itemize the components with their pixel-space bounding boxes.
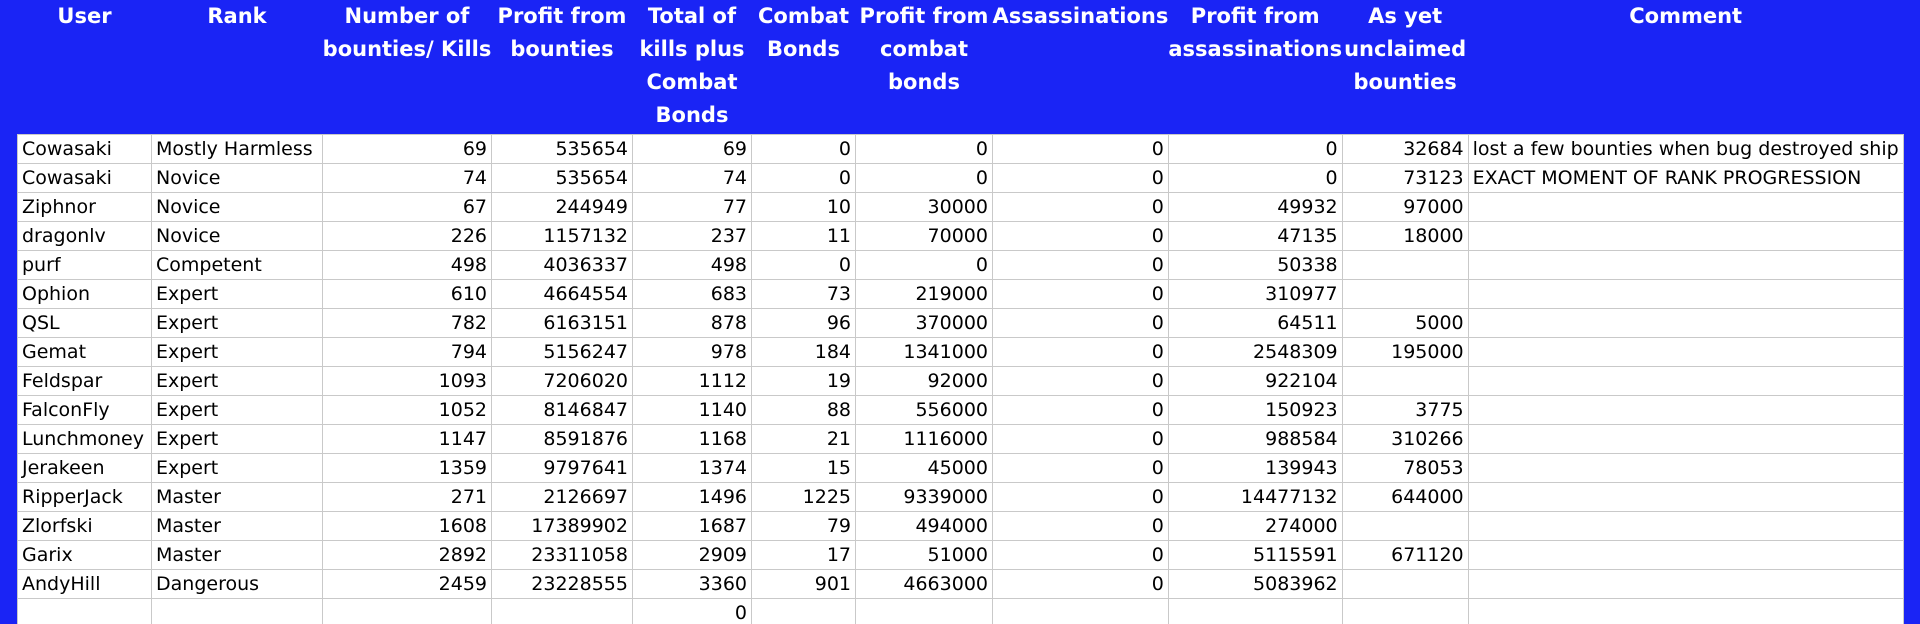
cell-user[interactable]: QSL (18, 309, 152, 338)
table-row (18, 541, 1904, 570)
cell-comment[interactable] (1468, 599, 1903, 624)
cell-assassinations[interactable]: 0 (993, 483, 1169, 512)
table-row (18, 512, 1904, 541)
cell-assassinations[interactable]: 0 (993, 135, 1169, 164)
cell-assassination-profit[interactable]: 49932 (1168, 193, 1342, 222)
cell-combat-bonds[interactable]: 17 (752, 541, 856, 570)
cell-assassinations[interactable]: 0 (993, 425, 1169, 454)
cell-rank[interactable]: Competent (152, 251, 323, 280)
cell-user[interactable]: FalconFly (18, 396, 152, 425)
cell-assassinations[interactable]: 0 (993, 251, 1169, 280)
cell-bounty-profit[interactable]: 8146847 (492, 396, 633, 425)
cell-rank[interactable] (152, 599, 323, 624)
table-row (18, 425, 1904, 454)
cell-comment[interactable] (1468, 483, 1903, 512)
table-row (18, 396, 1904, 425)
cell-user[interactable]: RipperJack (18, 483, 152, 512)
cell-kills[interactable]: 74 (323, 164, 492, 193)
cell-bond-profit[interactable]: 0 (856, 164, 993, 193)
cell-unclaimed[interactable]: 310266 (1342, 425, 1468, 454)
cell-unclaimed[interactable] (1342, 599, 1468, 624)
cell-total-kills[interactable]: 1168 (633, 425, 752, 454)
header-rank[interactable]: Rank (152, 0, 323, 135)
cell-comment[interactable] (1468, 338, 1903, 367)
cell-assassinations[interactable]: 0 (993, 280, 1169, 309)
cell-total-kills[interactable]: 1687 (633, 512, 752, 541)
cell-combat-bonds[interactable]: 15 (752, 454, 856, 483)
cell-total-kills[interactable]: 1140 (633, 396, 752, 425)
cell-comment[interactable]: EXACT MOMENT OF RANK PROGRESSION (1468, 164, 1903, 193)
cell-rank[interactable]: Novice (152, 164, 323, 193)
cell-kills[interactable]: 610 (323, 280, 492, 309)
cell-combat-bonds[interactable]: 73 (752, 280, 856, 309)
cell-total-kills[interactable]: 74 (633, 164, 752, 193)
table-row (18, 135, 1904, 164)
cell-bond-profit[interactable]: 92000 (856, 367, 993, 396)
cell-unclaimed[interactable] (1342, 251, 1468, 280)
table-row (18, 599, 1904, 624)
cell-user[interactable]: Feldspar (18, 367, 152, 396)
header-row (18, 0, 1904, 135)
cell-total-kills[interactable]: 3360 (633, 570, 752, 599)
cell-unclaimed[interactable] (1342, 367, 1468, 396)
table-row (18, 164, 1904, 193)
cell-combat-bonds[interactable]: 96 (752, 309, 856, 338)
cell-assassination-profit[interactable]: 139943 (1168, 454, 1342, 483)
cell-combat-bonds[interactable]: 901 (752, 570, 856, 599)
cell-total-kills[interactable]: 978 (633, 338, 752, 367)
cell-bounty-profit[interactable]: 8591876 (492, 425, 633, 454)
cell-bounty-profit[interactable]: 4664554 (492, 280, 633, 309)
cell-bounty-profit[interactable]: 23311058 (492, 541, 633, 570)
cell-user[interactable]: Zlorfski (18, 512, 152, 541)
cell-assassinations[interactable]: 0 (993, 367, 1169, 396)
cell-unclaimed[interactable]: 73123 (1342, 164, 1468, 193)
cell-rank[interactable]: Expert (152, 396, 323, 425)
cell-assassinations[interactable]: 0 (993, 309, 1169, 338)
cell-combat-bonds[interactable]: 184 (752, 338, 856, 367)
cell-assassination-profit[interactable]: 274000 (1168, 512, 1342, 541)
cell-assassination-profit[interactable]: 5083962 (1168, 570, 1342, 599)
cell-assassinations[interactable] (993, 599, 1169, 624)
bounty-table (17, 0, 1904, 624)
cell-bounty-profit[interactable]: 4036337 (492, 251, 633, 280)
cell-user[interactable]: Cowasaki (18, 135, 152, 164)
cell-total-kills[interactable]: 69 (633, 135, 752, 164)
cell-bond-profit[interactable]: 556000 (856, 396, 993, 425)
cell-assassination-profit[interactable]: 64511 (1168, 309, 1342, 338)
cell-assassination-profit[interactable]: 2548309 (1168, 338, 1342, 367)
cell-assassination-profit[interactable]: 5115591 (1168, 541, 1342, 570)
cell-rank[interactable]: Expert (152, 280, 323, 309)
cell-user[interactable]: dragonlv (18, 222, 152, 251)
table-row (18, 454, 1904, 483)
header-unclaimed-bounties[interactable]: As yet unclaimed bounties (1342, 0, 1468, 135)
cell-assassination-profit[interactable]: 150923 (1168, 396, 1342, 425)
cell-unclaimed[interactable] (1342, 280, 1468, 309)
cell-assassination-profit[interactable]: 14477132 (1168, 483, 1342, 512)
cell-rank[interactable]: Expert (152, 454, 323, 483)
table-row (18, 338, 1904, 367)
cell-user[interactable]: Gemat (18, 338, 152, 367)
cell-kills[interactable]: 1093 (323, 367, 492, 396)
cell-combat-bonds[interactable]: 0 (752, 135, 856, 164)
cell-unclaimed[interactable]: 18000 (1342, 222, 1468, 251)
cell-comment[interactable]: lost a few bounties when bug destroyed ship (1468, 135, 1903, 164)
header-comment[interactable]: Comment (1468, 0, 1903, 135)
cell-unclaimed[interactable]: 644000 (1342, 483, 1468, 512)
cell-comment[interactable] (1468, 541, 1903, 570)
cell-user[interactable]: Cowasaki (18, 164, 152, 193)
table-row (18, 309, 1904, 338)
cell-assassination-profit[interactable]: 922104 (1168, 367, 1342, 396)
cell-user[interactable]: AndyHill (18, 570, 152, 599)
header-profit-from-combat-bonds[interactable]: Profit from combat bonds (856, 0, 993, 135)
cell-unclaimed[interactable]: 32684 (1342, 135, 1468, 164)
cell-kills[interactable]: 67 (323, 193, 492, 222)
cell-total-kills[interactable]: 2909 (633, 541, 752, 570)
cell-combat-bonds[interactable]: 19 (752, 367, 856, 396)
cell-unclaimed[interactable]: 3775 (1342, 396, 1468, 425)
cell-comment[interactable] (1468, 367, 1903, 396)
cell-assassinations[interactable]: 0 (993, 164, 1169, 193)
table-body (18, 135, 1904, 624)
cell-kills[interactable]: 782 (323, 309, 492, 338)
cell-combat-bonds[interactable]: 88 (752, 396, 856, 425)
cell-comment[interactable] (1468, 512, 1903, 541)
cell-comment[interactable] (1468, 280, 1903, 309)
cell-comment[interactable] (1468, 251, 1903, 280)
cell-bond-profit[interactable]: 370000 (856, 309, 993, 338)
cell-comment[interactable] (1468, 222, 1903, 251)
cell-combat-bonds[interactable]: 0 (752, 164, 856, 193)
cell-bounty-profit[interactable]: 17389902 (492, 512, 633, 541)
cell-user[interactable] (18, 599, 152, 624)
cell-assassination-profit[interactable]: 0 (1168, 135, 1342, 164)
cell-comment[interactable] (1468, 396, 1903, 425)
cell-kills[interactable]: 69 (323, 135, 492, 164)
cell-combat-bonds[interactable]: 1225 (752, 483, 856, 512)
cell-total-kills[interactable]: 237 (633, 222, 752, 251)
cell-bond-profit[interactable]: 494000 (856, 512, 993, 541)
cell-combat-bonds[interactable]: 10 (752, 193, 856, 222)
cell-kills[interactable]: 794 (323, 338, 492, 367)
cell-assassinations[interactable]: 0 (993, 512, 1169, 541)
cell-total-kills[interactable]: 0 (633, 599, 752, 624)
cell-rank[interactable]: Master (152, 541, 323, 570)
cell-bounty-profit[interactable]: 6163151 (492, 309, 633, 338)
cell-unclaimed[interactable]: 78053 (1342, 454, 1468, 483)
cell-user[interactable]: Ophion (18, 280, 152, 309)
cell-assassination-profit[interactable]: 50338 (1168, 251, 1342, 280)
cell-bounty-profit[interactable]: 244949 (492, 193, 633, 222)
cell-assassinations[interactable]: 0 (993, 338, 1169, 367)
cell-comment[interactable] (1468, 193, 1903, 222)
cell-kills[interactable]: 226 (323, 222, 492, 251)
table-row (18, 367, 1904, 396)
cell-assassinations[interactable]: 0 (993, 541, 1169, 570)
cell-bond-profit[interactable]: 4663000 (856, 570, 993, 599)
cell-bounty-profit[interactable]: 1157132 (492, 222, 633, 251)
cell-assassinations[interactable]: 0 (993, 396, 1169, 425)
cell-bond-profit[interactable]: 0 (856, 135, 993, 164)
cell-unclaimed[interactable] (1342, 570, 1468, 599)
cell-bounty-profit[interactable]: 5156247 (492, 338, 633, 367)
cell-user[interactable]: Lunchmoney (18, 425, 152, 454)
cell-bond-profit[interactable]: 219000 (856, 280, 993, 309)
cell-assassination-profit[interactable]: 0 (1168, 164, 1342, 193)
cell-total-kills[interactable]: 878 (633, 309, 752, 338)
cell-comment[interactable] (1468, 570, 1903, 599)
cell-unclaimed[interactable]: 97000 (1342, 193, 1468, 222)
cell-bond-profit[interactable]: 1116000 (856, 425, 993, 454)
cell-assassination-profit[interactable]: 310977 (1168, 280, 1342, 309)
header-combat-bonds[interactable]: Combat Bonds (752, 0, 856, 135)
header-assassinations[interactable]: Assassinations (993, 0, 1169, 135)
cell-combat-bonds[interactable]: 0 (752, 251, 856, 280)
cell-assassinations[interactable]: 0 (993, 570, 1169, 599)
cell-assassination-profit[interactable]: 988584 (1168, 425, 1342, 454)
cell-bond-profit[interactable]: 70000 (856, 222, 993, 251)
cell-combat-bonds[interactable]: 11 (752, 222, 856, 251)
cell-user[interactable]: purf (18, 251, 152, 280)
cell-rank[interactable]: Novice (152, 222, 323, 251)
cell-bounty-profit[interactable]: 23228555 (492, 570, 633, 599)
cell-rank[interactable]: Dangerous (152, 570, 323, 599)
cell-bond-profit[interactable] (856, 599, 993, 624)
table-row (18, 280, 1904, 309)
cell-total-kills[interactable]: 1496 (633, 483, 752, 512)
cell-rank[interactable]: Novice (152, 193, 323, 222)
cell-assassination-profit[interactable]: 47135 (1168, 222, 1342, 251)
cell-kills[interactable]: 498 (323, 251, 492, 280)
cell-total-kills[interactable]: 1374 (633, 454, 752, 483)
cell-kills[interactable]: 2459 (323, 570, 492, 599)
cell-kills[interactable]: 1052 (323, 396, 492, 425)
cell-unclaimed[interactable]: 5000 (1342, 309, 1468, 338)
cell-assassinations[interactable]: 0 (993, 193, 1169, 222)
cell-comment[interactable] (1468, 454, 1903, 483)
table-row (18, 570, 1904, 599)
header-profit-from-assassinations[interactable]: Profit from assassinations (1168, 0, 1342, 135)
cell-comment[interactable] (1468, 309, 1903, 338)
cell-bounty-profit[interactable]: 7206020 (492, 367, 633, 396)
cell-kills[interactable]: 1147 (323, 425, 492, 454)
cell-bounty-profit[interactable]: 2126697 (492, 483, 633, 512)
cell-kills[interactable]: 271 (323, 483, 492, 512)
cell-user[interactable]: Garix (18, 541, 152, 570)
cell-bounty-profit[interactable]: 535654 (492, 164, 633, 193)
cell-kills[interactable]: 1359 (323, 454, 492, 483)
cell-bond-profit[interactable]: 9339000 (856, 483, 993, 512)
cell-bounty-profit[interactable] (492, 599, 633, 624)
cell-unclaimed[interactable] (1342, 512, 1468, 541)
cell-total-kills[interactable]: 498 (633, 251, 752, 280)
cell-assassinations[interactable]: 0 (993, 222, 1169, 251)
cell-assassination-profit[interactable] (1168, 599, 1342, 624)
cell-bond-profit[interactable]: 1341000 (856, 338, 993, 367)
cell-rank[interactable]: Master (152, 512, 323, 541)
cell-bond-profit[interactable]: 0 (856, 251, 993, 280)
cell-rank[interactable]: Expert (152, 425, 323, 454)
cell-user[interactable]: Jerakeen (18, 454, 152, 483)
cell-rank[interactable]: Mostly Harmless (152, 135, 323, 164)
cell-kills[interactable] (323, 599, 492, 624)
cell-bounty-profit[interactable]: 9797641 (492, 454, 633, 483)
table-row (18, 193, 1904, 222)
table-row (18, 483, 1904, 512)
cell-unclaimed[interactable]: 195000 (1342, 338, 1468, 367)
cell-comment[interactable] (1468, 425, 1903, 454)
cell-rank[interactable]: Expert (152, 367, 323, 396)
cell-rank[interactable]: Expert (152, 338, 323, 367)
cell-combat-bonds[interactable]: 21 (752, 425, 856, 454)
cell-unclaimed[interactable]: 671120 (1342, 541, 1468, 570)
cell-total-kills[interactable]: 683 (633, 280, 752, 309)
cell-user[interactable]: Ziphnor (18, 193, 152, 222)
header-user[interactable]: User (18, 0, 152, 135)
cell-bond-profit[interactable]: 45000 (856, 454, 993, 483)
cell-total-kills[interactable]: 77 (633, 193, 752, 222)
table-row (18, 251, 1904, 280)
cell-total-kills[interactable]: 1112 (633, 367, 752, 396)
cell-assassinations[interactable]: 0 (993, 454, 1169, 483)
cell-combat-bonds[interactable]: 79 (752, 512, 856, 541)
cell-bounty-profit[interactable]: 535654 (492, 135, 633, 164)
cell-bond-profit[interactable]: 51000 (856, 541, 993, 570)
header-number-of-bounties[interactable]: Number of bounties/ Kills (323, 0, 492, 135)
cell-rank[interactable]: Expert (152, 309, 323, 338)
table-row (18, 222, 1904, 251)
cell-kills[interactable]: 2892 (323, 541, 492, 570)
cell-bond-profit[interactable]: 30000 (856, 193, 993, 222)
cell-combat-bonds[interactable] (752, 599, 856, 624)
header-profit-from-bounties[interactable]: Profit from bounties (492, 0, 633, 135)
cell-kills[interactable]: 1608 (323, 512, 492, 541)
header-total-kills-plus-bonds[interactable]: Total of kills plus Combat Bonds (633, 0, 752, 135)
cell-rank[interactable]: Master (152, 483, 323, 512)
